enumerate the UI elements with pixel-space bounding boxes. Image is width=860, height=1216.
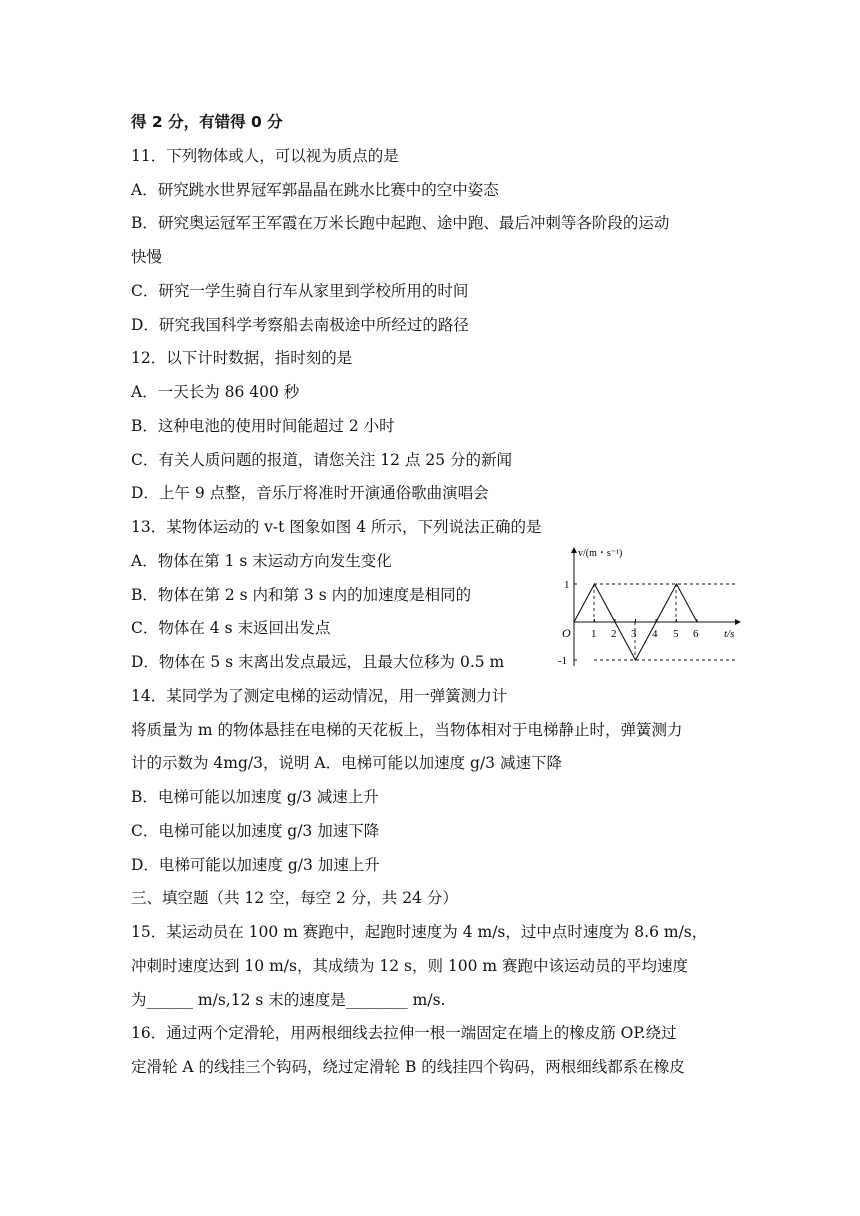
text-line-24: 三、填空题（共 12 空，每空 2 分，共 24 分） (131, 889, 458, 907)
text-line-18: 14．某同学为了测定电梯的运动情况，用一弹簧测力计 (131, 687, 508, 705)
origin-label: O (562, 626, 571, 640)
x-tick-label-5: 5 (673, 628, 679, 640)
x-tick-label-3: 3 (631, 628, 637, 640)
y-tick-label-m1: -1 (558, 655, 568, 667)
text-line-28: 16．通过两个定滑轮，用两根细线去拉伸一根一端固定在墙上的橡皮筋 OP.绕过 (131, 1024, 677, 1042)
text-line-3: A．研究跳水世界冠军郭晶晶在跳水比赛中的空中姿态 (131, 181, 499, 199)
x-tick-label-2: 2 (611, 628, 617, 640)
x-tick-label-6: 6 (693, 628, 699, 640)
x-axis-label: t/s (724, 628, 735, 640)
text-line-20: 计的示数为 4mg/3，说明 A．电梯可能以加速度 g/3 减速下降 (131, 754, 562, 772)
text-line-22: C．电梯可能以加速度 g/3 加速下降 (131, 822, 380, 840)
text-line-14: A．物体在第 1 s 末运动方向发生变化 (131, 552, 392, 570)
text-line-15: B．物体在第 2 s 内和第 3 s 内的加速度是相同的 (131, 586, 472, 604)
text-line-16: C．物体在 4 s 末返回出发点 (131, 619, 331, 637)
text-line-9: A．一天长为 86 400 秒 (131, 383, 300, 401)
text-line-27: 为______ m/s,12 s 末的速度是________ m/s. (131, 991, 446, 1009)
y-axis-label: v/(m・s⁻¹) (578, 548, 623, 559)
x-tick-label-1: 1 (591, 628, 597, 640)
text-line-5: 快慢 (131, 248, 163, 266)
text-line-10: B．这种电池的使用时间能超过 2 小时 (131, 417, 395, 435)
text-line-23: D．电梯可能以加速度 g/3 加速上升 (131, 856, 380, 874)
text-line-21: B．电梯可能以加速度 g/3 减速上升 (131, 788, 379, 806)
text-line-7: D．研究我国科学考察船去南极途中所经过的路径 (131, 316, 469, 334)
text-line-2: 11．下列物体或人，可以视为质点的是 (131, 147, 399, 165)
text-line-29: 定滑轮 A 的线挂三个钩码，绕过定滑轮 B 的线挂四个钩码，两根细线都系在橡皮 (131, 1058, 685, 1076)
text-line-1: 得 2 分，有错得 0 分 (131, 113, 283, 131)
text-line-13: 13．某物体运动的 v-t 图象如图 4 所示，下列说法正确的是 (131, 518, 542, 536)
y-tick-label-1: 1 (564, 579, 570, 591)
text-line-26: 冲刺时速度达到 10 m/s，其成绩为 12 s，则 100 m 赛跑中该运动员的平均速度 (131, 957, 689, 975)
text-line-11: C．有关人质问题的报道，请您关注 12 点 25 分的新闻 (131, 451, 513, 469)
text-line-4: B．研究奥运冠军王军霞在万米长跑中起跑、途中跑、最后冲刺等各阶段的运动 (131, 214, 670, 232)
text-line-17: D．物体在 5 s 末离出发点最远，且最大位移为 0.5 m (131, 653, 505, 671)
text-line-6: C．研究一学生骑自行车从家里到学校所用的时间 (131, 282, 469, 300)
text-line-12: D．上午 9 点整，音乐厅将准时开演通俗歌曲演唱会 (131, 484, 489, 502)
vt-graph (558, 544, 748, 672)
text-line-8: 12．以下计时数据，指时刻的是 (131, 349, 353, 367)
x-tick-label-4: 4 (652, 628, 658, 640)
text-line-25: 15．某运动员在 100 m 赛跑中，起跑时速度为 4 m/s，过中点时速度为 8.6 m/s， (131, 923, 708, 941)
text-line-19: 将质量为 m 的物体悬挂在电梯的天花板上，当物体相对于电梯静止时，弹簧测力 (131, 721, 683, 739)
